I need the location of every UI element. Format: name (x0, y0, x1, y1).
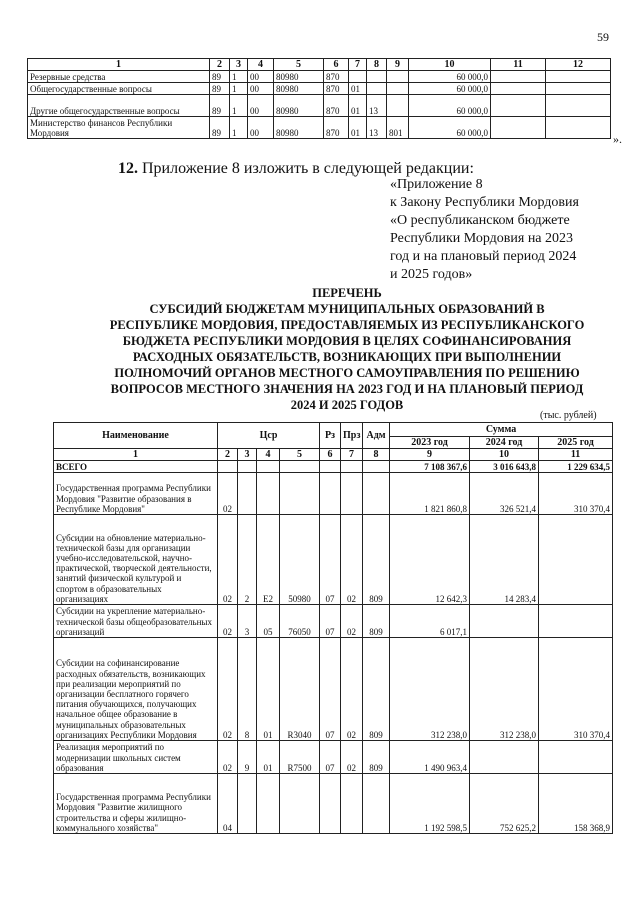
table-row (54, 774, 613, 834)
row-code: 8 (238, 638, 257, 741)
col-number: 4 (257, 449, 280, 461)
row-code (257, 473, 280, 515)
row-cell (546, 117, 611, 139)
row-code: 01 (257, 741, 280, 774)
title-line: ПОЛНОМОЧИЙ ОРГАНОВ МЕСТНОГО САМОУПРАВЛЕНИЯ ПО РЕШЕНИЮ (114, 366, 580, 380)
row-code: 02 (341, 605, 363, 638)
page-number: 59 (597, 30, 609, 44)
row-cell: 01 (349, 83, 367, 95)
row-code (320, 774, 341, 834)
appendix-line: Республики Мордовия на 2023 (390, 231, 574, 246)
row-code (341, 473, 363, 515)
row-amount (539, 741, 613, 774)
row-cell (546, 83, 611, 95)
col-number: 11 (539, 449, 613, 461)
row-cell (491, 117, 546, 139)
row-cell: 60 000,0 (409, 83, 491, 95)
col-number: 10 (470, 449, 539, 461)
top-header-cell: 4 (248, 59, 274, 71)
appendix-line: и 2025 годов» (390, 267, 473, 282)
col-number: 1 (54, 449, 218, 461)
table-row (54, 515, 613, 605)
row-cell: 80980 (274, 83, 324, 95)
row-cell: 89 (210, 95, 230, 117)
row-amount: 158 368,9 (539, 774, 613, 834)
appendix-line: к Закону Республики Мордовия (390, 195, 579, 210)
row-cell: 00 (248, 117, 274, 139)
col-number: 8 (363, 449, 390, 461)
section-text: Приложение 8 изложить в следующей редакции: (142, 160, 474, 177)
row-code (363, 774, 390, 834)
row-name: Общегосударственные вопросы (28, 83, 210, 95)
table-row (28, 83, 611, 95)
row-code: 02 (341, 741, 363, 774)
row-name: Государственная программа Республики Мордовия "Развитие образования в Республике Мордовия" (54, 473, 218, 515)
col-number: 2 (218, 449, 238, 461)
row-cell: 00 (248, 95, 274, 117)
top-header-cell: 6 (324, 59, 349, 71)
row-name: Реализация мероприятий по модернизации школьных систем образования (54, 741, 218, 774)
table-row (54, 741, 613, 774)
row-code: 02 (341, 515, 363, 605)
row-name: Министерство финансов Республики Мордовия (28, 117, 210, 139)
row-amount: 1 490 963,4 (390, 741, 470, 774)
col-number: 6 (320, 449, 341, 461)
row-code: 02 (218, 741, 238, 774)
row-code: 809 (363, 605, 390, 638)
row-cell (367, 83, 387, 95)
row-amount (539, 605, 613, 638)
row-cell: 01 (349, 95, 367, 117)
row-amount: 310 370,4 (539, 473, 613, 515)
row-amount (539, 515, 613, 605)
row-cell: 870 (324, 117, 349, 139)
row-code: R7500 (280, 741, 320, 774)
row-code: 809 (363, 638, 390, 741)
row-cell: 80980 (274, 95, 324, 117)
row-cell (387, 95, 409, 117)
row-cell: 870 (324, 71, 349, 83)
top-header-cell: 12 (546, 59, 611, 71)
closing-quote: ». (613, 132, 622, 146)
row-cell: 80980 (274, 71, 324, 83)
row-amount: 1 821 860,8 (390, 473, 470, 515)
row-code (238, 473, 257, 515)
row-cell: 1 (230, 83, 248, 95)
header-adm: Адм (363, 423, 390, 449)
row-name: Субсидии на софинансирование расходных обязательств, возникающих при реализации мероприятий по организации бесплатного горячего питания обучающихся, получающих начальное общее образование в муниципальных образовательных организациях Республики Мордовия (54, 638, 218, 741)
header-2024: 2024 год (470, 437, 539, 449)
row-code: R3040 (280, 638, 320, 741)
row-cell: 13 (367, 95, 387, 117)
row-cell: 89 (210, 117, 230, 139)
row-amount (470, 605, 539, 638)
title-line: БЮДЖЕТА РЕСПУБЛИКИ МОРДОВИЯ В ЦЕЛЯХ СОФИНАНСИРОВАНИЯ (122, 334, 572, 348)
row-cell (387, 71, 409, 83)
row-code (320, 473, 341, 515)
row-cell: 01 (349, 117, 367, 139)
row-name: Субсидии на укрепление материально-технической базы общеобразовательных организаций (54, 605, 218, 638)
row-amount: 1 192 598,5 (390, 774, 470, 834)
row-cell (367, 71, 387, 83)
row-code: 04 (218, 774, 238, 834)
row-cell (387, 83, 409, 95)
row-amount: 12 642,3 (390, 515, 470, 605)
table-row (28, 117, 611, 139)
row-code: 9 (238, 741, 257, 774)
appendix-line: год и на плановый период 2024 (390, 249, 577, 264)
row-cell: 1 (230, 71, 248, 83)
col-number: 5 (280, 449, 320, 461)
row-code (257, 774, 280, 834)
row-amount: 752 625,2 (470, 774, 539, 834)
row-cell: 80980 (274, 117, 324, 139)
row-amount: 312 238,0 (390, 638, 470, 741)
row-name: Субсидии на обновление материально-технической базы для организации учебно-исследовательской, научно-практической, творческой деятельности, занятий физической культурой и спортом в образовательных организациях (54, 515, 218, 605)
top-header-cell: 9 (387, 59, 409, 71)
row-cell (491, 71, 546, 83)
row-cell: 60 000,0 (409, 95, 491, 117)
row-name: Другие общегосударственные вопросы (28, 95, 210, 117)
row-cell: 60 000,0 (409, 71, 491, 83)
row-cell: 801 (387, 117, 409, 139)
row-code (363, 473, 390, 515)
row-cell: 89 (210, 83, 230, 95)
total-2023: 7 108 367,6 (390, 461, 470, 473)
title-line: РЕСПУБЛИКЕ МОРДОВИЯ, ПРЕДОСТАВЛЯЕМЫХ ИЗ РЕСПУБЛИКАНСКОГО (109, 318, 585, 332)
row-cell (491, 83, 546, 95)
table-row (54, 473, 613, 515)
row-amount (470, 741, 539, 774)
row-cell: 60 000,0 (409, 117, 491, 139)
continued-table (27, 58, 611, 139)
units-label: (тыс. рублей) (540, 410, 597, 421)
row-code: 02 (218, 638, 238, 741)
row-amount: 310 370,4 (539, 638, 613, 741)
row-code: 01 (257, 638, 280, 741)
row-cell (546, 95, 611, 117)
top-header-cell: 3 (230, 59, 248, 71)
row-cell: 89 (210, 71, 230, 83)
row-code: 02 (218, 515, 238, 605)
row-code: 76050 (280, 605, 320, 638)
total-label: ВСЕГО (54, 461, 218, 473)
row-amount: 6 017,1 (390, 605, 470, 638)
row-code: 3 (238, 605, 257, 638)
row-code: E2 (257, 515, 280, 605)
top-header-cell: 11 (491, 59, 546, 71)
row-amount: 326 521,4 (470, 473, 539, 515)
row-cell: 1 (230, 117, 248, 139)
top-header-cell: 7 (349, 59, 367, 71)
col-number: 3 (238, 449, 257, 461)
header-prz: Прз (341, 423, 363, 449)
row-cell (546, 71, 611, 83)
row-cell: 00 (248, 83, 274, 95)
header-csr: Цср (218, 423, 320, 449)
header-name: Наименование (54, 423, 218, 449)
row-code: 07 (320, 605, 341, 638)
table-row (28, 95, 611, 117)
header-rz: Рз (320, 423, 341, 449)
row-code: 809 (363, 515, 390, 605)
section-number: 12. (118, 160, 138, 177)
subsidies-table (53, 422, 613, 834)
title-line: СУБСИДИЙ БЮДЖЕТАМ МУНИЦИПАЛЬНЫХ ОБРАЗОВАНИЙ В (149, 302, 545, 316)
row-code (280, 774, 320, 834)
header-2025: 2025 год (539, 437, 613, 449)
title-line: ВОПРОСОВ МЕСТНОГО ЗНАЧЕНИЯ НА 2023 ГОД И НА ПЛАНОВЫЙ ПЕРИОД (110, 382, 584, 396)
row-cell: 00 (248, 71, 274, 83)
row-code: 02 (218, 473, 238, 515)
total-2024: 3 016 643,8 (470, 461, 539, 473)
row-code (280, 473, 320, 515)
table-row (28, 71, 611, 83)
appendix-line: «О республиканском бюджете (390, 213, 570, 228)
title-line: ПЕРЕЧЕНЬ (312, 286, 382, 300)
row-code: 05 (257, 605, 280, 638)
row-code: 2 (238, 515, 257, 605)
appendix-line: «Приложение 8 (390, 177, 483, 192)
title-line: 2024 И 2025 ГОДОВ (290, 398, 404, 412)
document-title (50, 285, 640, 413)
row-code: 02 (218, 605, 238, 638)
table-row (54, 605, 613, 638)
row-cell: 870 (324, 83, 349, 95)
row-code: 809 (363, 741, 390, 774)
row-cell (491, 95, 546, 117)
row-code: 50980 (280, 515, 320, 605)
row-code: 07 (320, 741, 341, 774)
row-code: 07 (320, 515, 341, 605)
row-cell: 1 (230, 95, 248, 117)
row-amount: 312 238,0 (470, 638, 539, 741)
top-header-cell: 2 (210, 59, 230, 71)
row-code (341, 774, 363, 834)
header-sum: Сумма (390, 423, 613, 437)
row-cell: 870 (324, 95, 349, 117)
top-header-cell: 8 (367, 59, 387, 71)
top-header-cell: 5 (274, 59, 324, 71)
row-code: 02 (341, 638, 363, 741)
row-code: 07 (320, 638, 341, 741)
col-number: 7 (341, 449, 363, 461)
header-2023: 2023 год (390, 437, 470, 449)
top-header-cell: 1 (28, 59, 210, 71)
row-code (238, 774, 257, 834)
table-row (54, 638, 613, 741)
title-line: РАСХОДНЫХ ОБЯЗАТЕЛЬСТВ, ВОЗНИКАЮЩИХ ПРИ ВЫПОЛНЕНИИ (132, 350, 562, 364)
row-name: Резервные средства (28, 71, 210, 83)
top-header-cell: 10 (409, 59, 491, 71)
appendix-reference (390, 176, 620, 284)
row-amount: 14 283,4 (470, 515, 539, 605)
col-number: 9 (390, 449, 470, 461)
total-row (54, 461, 613, 473)
row-name: Государственная программа Республики Мордовия "Развитие жилищного строительства и сферы жилищно-коммунального хозяйства" (54, 774, 218, 834)
total-2025: 1 229 634,5 (539, 461, 613, 473)
row-cell (349, 71, 367, 83)
row-cell: 13 (367, 117, 387, 139)
